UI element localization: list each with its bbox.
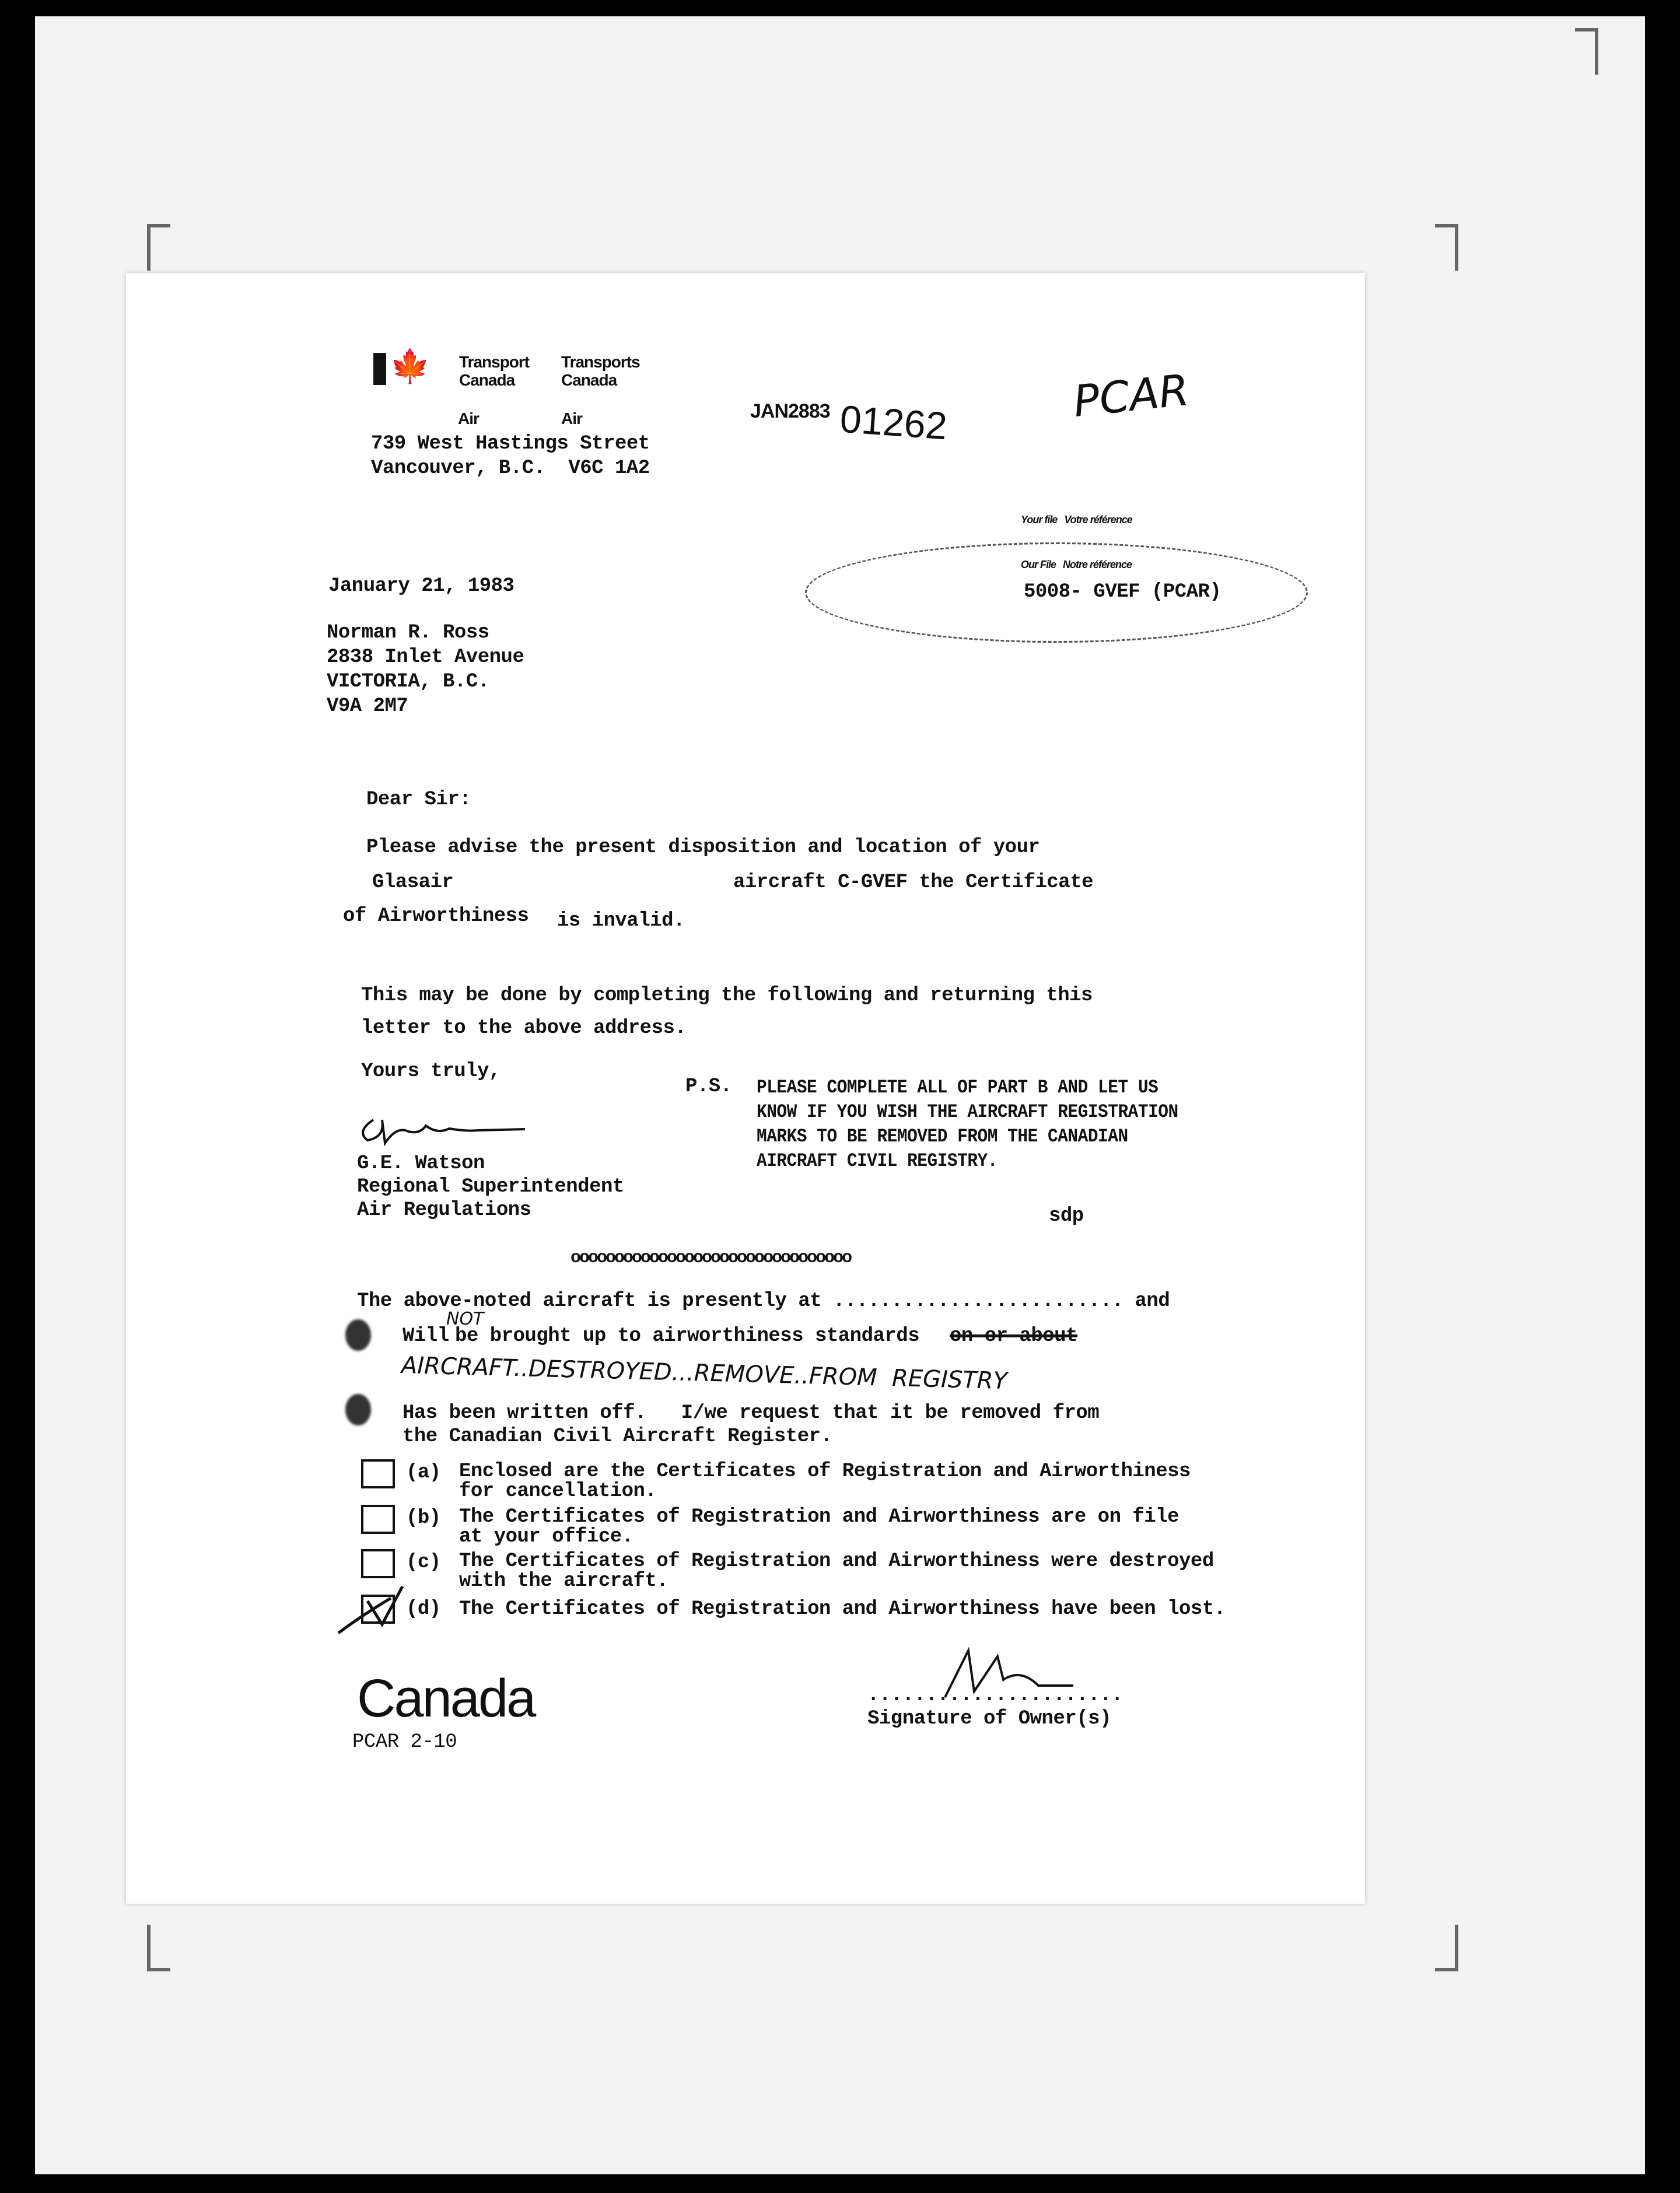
separator: oooooooooooooooooooooooooooooooo — [570, 1248, 851, 1268]
body-line: Please advise the present disposition and location of your — [366, 836, 1040, 859]
sender-address-2: Vancouver, B.C. V6C 1A2 — [371, 457, 650, 479]
option-label: (d) — [406, 1598, 441, 1620]
corner-mark — [1435, 1925, 1458, 1971]
option-text: The Certificates of Registration and Airworthiness were destroyed with the aircraft. — [459, 1550, 1214, 1592]
branch-fr: Air — [561, 409, 582, 428]
recipient-address — [327, 621, 524, 719]
ps-text — [757, 1076, 1178, 1173]
checkbox-c[interactable] — [361, 1549, 395, 1578]
flag-bar-icon — [373, 353, 386, 385]
checkbox-a[interactable] — [361, 1459, 395, 1488]
option-text: The Certificates of Registration and Airworthiness have been lost. — [459, 1598, 1226, 1620]
handwritten-tag: PCAR — [1071, 365, 1192, 428]
corner-mark — [147, 224, 170, 271]
corner-mark — [1435, 224, 1458, 271]
recipient-line: 2838 Inlet Avenue — [327, 646, 524, 668]
ps-line: KNOW IF YOU WISH THE AIRCRAFT REGISTRATION — [757, 1101, 1178, 1123]
form-number: PCAR 2-10 — [352, 1731, 457, 1753]
corner-mark — [1575, 28, 1598, 75]
option-label: (a) — [406, 1462, 441, 1484]
option-1-bullet — [345, 1319, 371, 1351]
signer-name: G.E. Watson — [357, 1152, 485, 1175]
ps-label: P.S. — [685, 1076, 732, 1098]
aircraft-type: Glasair — [372, 871, 454, 894]
recipient-line: V9A 2M7 — [327, 695, 408, 717]
dept-name-fr: Transports Canada — [561, 353, 640, 389]
branch-en: Air — [458, 409, 479, 428]
corner-mark — [147, 1925, 170, 1971]
option-2-bullet — [345, 1394, 371, 1425]
body-line: is invalid. — [557, 910, 685, 932]
part-b-line: Will — [402, 1325, 449, 1347]
received-stamp-date: JAN2883 — [750, 400, 830, 422]
maple-leaf-icon: 🍁 — [390, 348, 430, 386]
our-file-label: Our File Notre référence — [1021, 559, 1132, 570]
signature-label: Signature of Owner(s) — [867, 1708, 1111, 1730]
ps-line: PLEASE COMPLETE ALL OF PART B AND LET US — [757, 1077, 1158, 1098]
ps-line: MARKS TO BE REMOVED FROM THE CANADIAN — [757, 1126, 1128, 1147]
signer-block — [357, 1152, 624, 1222]
our-file-value: 5008- GVEF (PCAR) — [1024, 581, 1222, 603]
body-line: of Airworthiness — [343, 905, 529, 927]
salutation: Dear Sir: — [366, 789, 471, 811]
typist-initials: sdp — [1049, 1205, 1084, 1227]
letter-date: January 21, 1983 — [328, 575, 514, 597]
checkmark-icon — [327, 1575, 408, 1639]
body-line: This may be done by completing the following and returning this — [361, 985, 1093, 1007]
option-text: The Certificates of Registration and Airworthiness are on file at your office. — [459, 1506, 1180, 1548]
handwritten-note: AIRCRAFT..DESTROYED...REMOVE..FROM REGISTRY — [401, 1352, 1008, 1395]
body-line: letter to the above address. — [361, 1017, 687, 1039]
option-label: (b) — [406, 1507, 441, 1529]
body-line: aircraft C-GVEF the Certificate — [733, 871, 1094, 894]
closing: Yours truly, — [361, 1060, 501, 1083]
part-b-line: the Canadian Civil Aircraft Register. — [402, 1425, 832, 1448]
part-b-line: Has been written off. I/we request that it be removed from — [402, 1402, 1100, 1424]
your-file-label: Your file Votre référence — [1021, 514, 1132, 526]
recipient-line: VICTORIA, B.C. — [327, 671, 489, 693]
stamp-number: 01262 — [838, 397, 949, 448]
signature-image — [350, 1108, 537, 1149]
ps-line: AIRCRAFT CIVIL REGISTRY. — [757, 1150, 998, 1172]
part-b-line: be brought up to airworthiness standards — [455, 1325, 920, 1347]
struck-text: on or about — [950, 1325, 1077, 1347]
handwritten-insert: NOT — [446, 1309, 484, 1329]
recipient-line: Norman R. Ross — [327, 622, 489, 644]
signer-title: Air Regulations — [357, 1199, 531, 1221]
signature-line: ...................... — [867, 1684, 1123, 1707]
part-b-line: The above-noted aircraft is presently at ......................... and — [357, 1290, 1170, 1312]
option-label: (c) — [406, 1551, 441, 1574]
signer-title: Regional Superintendent — [357, 1176, 624, 1198]
dept-name-en: Transport Canada — [459, 353, 530, 389]
checkbox-b[interactable] — [361, 1505, 395, 1534]
sender-address-1: 739 West Hastings Street — [371, 433, 650, 455]
letter-page — [126, 273, 1365, 1904]
option-text: Enclosed are the Certificates of Registration and Airworthiness for cancellation. — [459, 1460, 1191, 1502]
canada-wordmark: Canada — [357, 1669, 535, 1728]
